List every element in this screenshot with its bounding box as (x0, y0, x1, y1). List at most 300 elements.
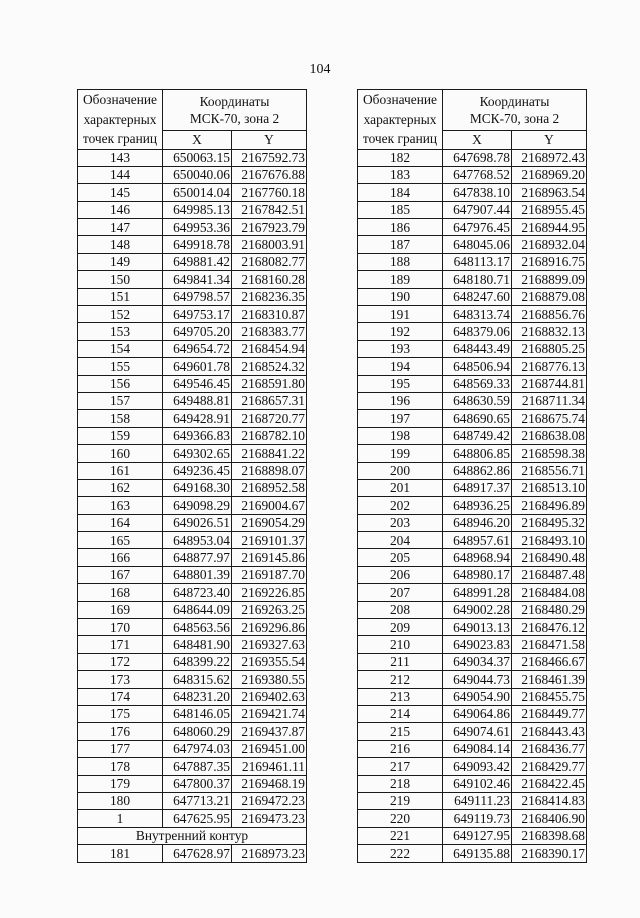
table-row (358, 462, 587, 479)
y-coordinate: 2168675.74 (512, 410, 587, 427)
y-coordinate: 2168963.54 (512, 184, 587, 201)
x-coordinate: 648991.28 (443, 584, 512, 601)
y-coordinate: 2168638.08 (512, 427, 587, 444)
y-coordinate: 2168841.22 (232, 445, 307, 462)
y-coordinate: 2168969.20 (512, 166, 587, 183)
point-number: 169 (78, 601, 163, 618)
y-coordinate: 2169187.70 (232, 566, 307, 583)
y-coordinate: 2168476.12 (512, 619, 587, 636)
y-coordinate: 2168944.95 (512, 219, 587, 236)
y-coordinate: 2167923.79 (232, 219, 307, 236)
y-coordinate: 2168973.23 (232, 845, 307, 862)
y-coordinate: 2168496.89 (512, 497, 587, 514)
point-number: 166 (78, 549, 163, 566)
x-coordinate: 648953.04 (163, 532, 232, 549)
table-row (358, 219, 587, 236)
x-coordinate: 648379.06 (443, 323, 512, 340)
x-coordinate: 647800.37 (163, 775, 232, 792)
table-row (358, 358, 587, 375)
y-coordinate: 2169468.19 (232, 775, 307, 792)
x-coordinate: 647838.10 (443, 184, 512, 201)
table-row (78, 740, 307, 757)
y-coordinate: 2168310.87 (232, 306, 307, 323)
x-coordinate: 648231.20 (163, 688, 232, 705)
x-coordinate: 649546.45 (163, 375, 232, 392)
x-coordinate: 650040.06 (163, 166, 232, 183)
point-number: 180 (78, 792, 163, 809)
y-coordinate: 2169327.63 (232, 636, 307, 653)
x-coordinate: 647713.21 (163, 792, 232, 809)
table-row (78, 410, 307, 427)
x-coordinate: 649093.42 (443, 758, 512, 775)
point-number: 207 (358, 584, 443, 601)
point-number: 216 (358, 740, 443, 757)
table-row (358, 184, 587, 201)
y-coordinate: 2169473.23 (232, 810, 307, 827)
table-row (78, 445, 307, 462)
table-row (358, 497, 587, 514)
y-coordinate: 2169437.87 (232, 723, 307, 740)
point-number: 198 (358, 427, 443, 444)
table-row (358, 792, 587, 809)
y-coordinate: 2168932.04 (512, 236, 587, 253)
left-table-body (78, 149, 307, 862)
point-number: 167 (78, 566, 163, 583)
table-row (358, 323, 587, 340)
point-number: 205 (358, 549, 443, 566)
x-coordinate: 648630.59 (443, 392, 512, 409)
table-row (78, 392, 307, 409)
table-row (358, 253, 587, 270)
point-number: 174 (78, 688, 163, 705)
table-row (358, 584, 587, 601)
y-column-header: Y (232, 131, 307, 149)
y-coordinate: 2168471.58 (512, 636, 587, 653)
point-number: 153 (78, 323, 163, 340)
y-coordinate: 2168916.75 (512, 253, 587, 270)
table-row (78, 636, 307, 653)
table-row (358, 306, 587, 323)
x-coordinate: 648569.33 (443, 375, 512, 392)
table-row (78, 514, 307, 531)
table-row (358, 619, 587, 636)
x-coordinate: 648644.09 (163, 601, 232, 618)
page-number: 104 (309, 62, 331, 77)
table-row (358, 288, 587, 305)
table-row (358, 445, 587, 462)
point-number: 171 (78, 636, 163, 653)
y-coordinate: 2168720.77 (232, 410, 307, 427)
point-number: 195 (358, 375, 443, 392)
table-row (78, 288, 307, 305)
table-row (358, 706, 587, 723)
table-row (78, 706, 307, 723)
x-coordinate: 649135.88 (443, 845, 512, 862)
point-number: 208 (358, 601, 443, 618)
x-column-header: X (443, 131, 512, 149)
table-row (78, 375, 307, 392)
table-row (358, 149, 587, 166)
point-number: 190 (358, 288, 443, 305)
x-coordinate: 649753.17 (163, 306, 232, 323)
point-number: 151 (78, 288, 163, 305)
point-number: 202 (358, 497, 443, 514)
y-coordinate: 2168898.07 (232, 462, 307, 479)
y-coordinate: 2168495.32 (512, 514, 587, 531)
table-row (78, 792, 307, 809)
y-coordinate: 2168461.39 (512, 671, 587, 688)
y-coordinate: 2169355.54 (232, 653, 307, 670)
y-coordinate: 2168805.25 (512, 340, 587, 357)
y-coordinate: 2168899.09 (512, 271, 587, 288)
x-coordinate: 648045.06 (443, 236, 512, 253)
x-coordinate: 649119.73 (443, 810, 512, 827)
point-number: 178 (78, 758, 163, 775)
point-number: 191 (358, 306, 443, 323)
table-row (358, 340, 587, 357)
point-number: 210 (358, 636, 443, 653)
x-coordinate: 648723.40 (163, 584, 232, 601)
inner-contour-row (78, 827, 307, 844)
point-number: 155 (78, 358, 163, 375)
x-coordinate: 648946.20 (443, 514, 512, 531)
table-row (358, 671, 587, 688)
x-coordinate: 649084.14 (443, 740, 512, 757)
table-row (78, 723, 307, 740)
table-row (358, 810, 587, 827)
x-coordinate: 649953.36 (163, 219, 232, 236)
point-number: 200 (358, 462, 443, 479)
x-coordinate: 647974.03 (163, 740, 232, 757)
y-coordinate: 2169472.23 (232, 792, 307, 809)
y-coordinate: 2168493.10 (512, 532, 587, 549)
x-coordinate: 649985.13 (163, 201, 232, 218)
point-number: 145 (78, 184, 163, 201)
x-coordinate: 649002.28 (443, 601, 512, 618)
table-row (358, 201, 587, 218)
point-number: 172 (78, 653, 163, 670)
y-coordinate: 2169380.55 (232, 671, 307, 688)
y-coordinate: 2168879.08 (512, 288, 587, 305)
y-coordinate: 2168422.45 (512, 775, 587, 792)
table-row (78, 149, 307, 166)
table-row (78, 219, 307, 236)
x-coordinate: 648980.17 (443, 566, 512, 583)
point-number: 173 (78, 671, 163, 688)
x-coordinate: 648146.05 (163, 706, 232, 723)
table-row (78, 462, 307, 479)
x-coordinate: 648936.25 (443, 497, 512, 514)
table-row (358, 410, 587, 427)
x-coordinate: 649023.83 (443, 636, 512, 653)
coordinates-header: Координаты МСК-70, зона 2 (443, 90, 587, 131)
x-coordinate: 649654.72 (163, 340, 232, 357)
point-number: 222 (358, 845, 443, 862)
table-row (78, 323, 307, 340)
table-row (358, 740, 587, 757)
point-number: 177 (78, 740, 163, 757)
x-coordinate: 649881.42 (163, 253, 232, 270)
table-row (78, 775, 307, 792)
x-coordinate: 648968.94 (443, 549, 512, 566)
point-number: 165 (78, 532, 163, 549)
point-number: 189 (358, 271, 443, 288)
table-row (358, 723, 587, 740)
designation-header: Обозначение характерных точек границ (78, 90, 163, 150)
table-row (78, 653, 307, 670)
x-coordinate: 649841.34 (163, 271, 232, 288)
x-coordinate: 649102.46 (443, 775, 512, 792)
point-number: 176 (78, 723, 163, 740)
point-number: 163 (78, 497, 163, 514)
table-row (78, 184, 307, 201)
y-coordinate: 2168398.68 (512, 827, 587, 844)
table-row (78, 619, 307, 636)
table-row (358, 236, 587, 253)
x-coordinate: 649918.78 (163, 236, 232, 253)
point-number: 183 (358, 166, 443, 183)
x-coordinate: 649098.29 (163, 497, 232, 514)
table-row (78, 271, 307, 288)
point-number: 217 (358, 758, 443, 775)
point-number: 147 (78, 219, 163, 236)
x-coordinate: 649054.90 (443, 688, 512, 705)
x-coordinate: 649013.13 (443, 619, 512, 636)
point-number: 193 (358, 340, 443, 357)
y-coordinate: 2169004.67 (232, 497, 307, 514)
table-row (358, 601, 587, 618)
point-number: 158 (78, 410, 163, 427)
table-row (358, 688, 587, 705)
table-row (78, 201, 307, 218)
x-coordinate: 649127.95 (443, 827, 512, 844)
point-number: 201 (358, 479, 443, 496)
point-number: 194 (358, 358, 443, 375)
y-coordinate: 2168487.48 (512, 566, 587, 583)
designation-header: Обозначение характерных точек границ (358, 90, 443, 150)
point-number: 211 (358, 653, 443, 670)
table-row (78, 688, 307, 705)
y-coordinate: 2168711.34 (512, 392, 587, 409)
inner-contour-label: Внутренний контур (78, 827, 307, 844)
table-row (78, 166, 307, 183)
x-coordinate: 647768.52 (443, 166, 512, 183)
table-row (358, 479, 587, 496)
coordinates-header: Координаты МСК-70, зона 2 (163, 90, 307, 131)
table-row (358, 427, 587, 444)
x-coordinate: 649236.45 (163, 462, 232, 479)
x-coordinate: 648749.42 (443, 427, 512, 444)
y-coordinate: 2168429.77 (512, 758, 587, 775)
table-row (78, 671, 307, 688)
x-coordinate: 648801.39 (163, 566, 232, 583)
x-coordinate: 648806.85 (443, 445, 512, 462)
table-row (78, 758, 307, 775)
x-column-header: X (163, 131, 232, 149)
point-number: 148 (78, 236, 163, 253)
x-coordinate: 649026.51 (163, 514, 232, 531)
point-number: 170 (78, 619, 163, 636)
y-coordinate: 2168744.81 (512, 375, 587, 392)
x-coordinate: 648313.74 (443, 306, 512, 323)
table-row (78, 236, 307, 253)
point-number: 203 (358, 514, 443, 531)
point-number: 204 (358, 532, 443, 549)
y-coordinate: 2168556.71 (512, 462, 587, 479)
table-row (358, 271, 587, 288)
x-coordinate: 647625.95 (163, 810, 232, 827)
y-coordinate: 2168832.13 (512, 323, 587, 340)
point-number: 164 (78, 514, 163, 531)
y-coordinate: 2168454.94 (232, 340, 307, 357)
x-coordinate: 649705.20 (163, 323, 232, 340)
x-coordinate: 649168.30 (163, 479, 232, 496)
x-coordinate: 648113.17 (443, 253, 512, 270)
table-row (78, 497, 307, 514)
table-row (358, 514, 587, 531)
table-row (358, 549, 587, 566)
x-coordinate: 647976.45 (443, 219, 512, 236)
x-coordinate: 649601.78 (163, 358, 232, 375)
table-row (78, 340, 307, 357)
y-coordinate: 2168236.35 (232, 288, 307, 305)
x-coordinate: 648957.61 (443, 532, 512, 549)
y-coordinate: 2167592.73 (232, 149, 307, 166)
point-number: 206 (358, 566, 443, 583)
y-coordinate: 2169263.25 (232, 601, 307, 618)
point-number: 188 (358, 253, 443, 270)
y-column-header: Y (512, 131, 587, 149)
y-coordinate: 2168657.31 (232, 392, 307, 409)
point-number: 168 (78, 584, 163, 601)
table-row (358, 845, 587, 862)
x-coordinate: 649428.91 (163, 410, 232, 427)
x-coordinate: 649064.86 (443, 706, 512, 723)
y-coordinate: 2168776.13 (512, 358, 587, 375)
table-row (78, 532, 307, 549)
table-row (78, 306, 307, 323)
y-coordinate: 2168160.28 (232, 271, 307, 288)
y-coordinate: 2169226.85 (232, 584, 307, 601)
x-coordinate: 648180.71 (443, 271, 512, 288)
x-coordinate: 649044.73 (443, 671, 512, 688)
point-number: 159 (78, 427, 163, 444)
point-number: 162 (78, 479, 163, 496)
x-coordinate: 648060.29 (163, 723, 232, 740)
point-number: 185 (358, 201, 443, 218)
x-coordinate: 649798.57 (163, 288, 232, 305)
point-number: 149 (78, 253, 163, 270)
point-number: 199 (358, 445, 443, 462)
table-row (358, 636, 587, 653)
y-coordinate: 2167760.18 (232, 184, 307, 201)
x-coordinate: 648443.49 (443, 340, 512, 357)
x-coordinate: 649074.61 (443, 723, 512, 740)
y-coordinate: 2168524.32 (232, 358, 307, 375)
point-number: 150 (78, 271, 163, 288)
y-coordinate: 2168490.48 (512, 549, 587, 566)
x-coordinate: 650014.04 (163, 184, 232, 201)
x-coordinate: 649302.65 (163, 445, 232, 462)
y-coordinate: 2169461.11 (232, 758, 307, 775)
x-coordinate: 648247.60 (443, 288, 512, 305)
point-number: 160 (78, 445, 163, 462)
point-number: 213 (358, 688, 443, 705)
table-row (358, 166, 587, 183)
y-coordinate: 2168513.10 (512, 479, 587, 496)
point-number: 179 (78, 775, 163, 792)
table-row (78, 253, 307, 270)
coordinates-table-left (77, 89, 307, 863)
x-coordinate: 649111.23 (443, 792, 512, 809)
x-coordinate: 648315.62 (163, 671, 232, 688)
y-coordinate: 2168406.90 (512, 810, 587, 827)
x-coordinate: 648481.90 (163, 636, 232, 653)
table-row (358, 375, 587, 392)
x-coordinate: 648399.22 (163, 653, 232, 670)
x-coordinate: 647628.97 (163, 845, 232, 862)
y-coordinate: 2169296.86 (232, 619, 307, 636)
y-coordinate: 2168484.08 (512, 584, 587, 601)
x-coordinate: 647698.78 (443, 149, 512, 166)
table-row (358, 653, 587, 670)
point-number: 218 (358, 775, 443, 792)
y-coordinate: 2169402.63 (232, 688, 307, 705)
point-number: 146 (78, 201, 163, 218)
point-number: 221 (358, 827, 443, 844)
coordinates-table-right (357, 89, 587, 863)
y-coordinate: 2168598.38 (512, 445, 587, 462)
y-coordinate: 2168480.29 (512, 601, 587, 618)
point-number: 214 (358, 706, 443, 723)
y-coordinate: 2168082.77 (232, 253, 307, 270)
x-coordinate: 647887.35 (163, 758, 232, 775)
table-row (78, 479, 307, 496)
point-number: 182 (358, 149, 443, 166)
point-number: 220 (358, 810, 443, 827)
right-table-body (358, 149, 587, 862)
table-row (78, 810, 307, 827)
y-coordinate: 2168955.45 (512, 201, 587, 218)
x-coordinate: 647907.44 (443, 201, 512, 218)
point-number: 187 (358, 236, 443, 253)
point-number: 209 (358, 619, 443, 636)
point-number: 196 (358, 392, 443, 409)
y-coordinate: 2168443.43 (512, 723, 587, 740)
point-number: 1 (78, 810, 163, 827)
point-number: 154 (78, 340, 163, 357)
table-row (358, 532, 587, 549)
table-row (358, 758, 587, 775)
x-coordinate: 649488.81 (163, 392, 232, 409)
x-coordinate: 649366.83 (163, 427, 232, 444)
x-coordinate: 650063.15 (163, 149, 232, 166)
y-coordinate: 2168972.43 (512, 149, 587, 166)
y-coordinate: 2168414.83 (512, 792, 587, 809)
x-coordinate: 648917.37 (443, 479, 512, 496)
x-coordinate: 648690.65 (443, 410, 512, 427)
point-number: 161 (78, 462, 163, 479)
y-coordinate: 2168003.91 (232, 236, 307, 253)
point-number: 175 (78, 706, 163, 723)
y-coordinate: 2168591.80 (232, 375, 307, 392)
x-coordinate: 648862.86 (443, 462, 512, 479)
y-coordinate: 2168455.75 (512, 688, 587, 705)
x-coordinate: 648506.94 (443, 358, 512, 375)
point-number: 197 (358, 410, 443, 427)
point-number: 156 (78, 375, 163, 392)
y-coordinate: 2168952.58 (232, 479, 307, 496)
